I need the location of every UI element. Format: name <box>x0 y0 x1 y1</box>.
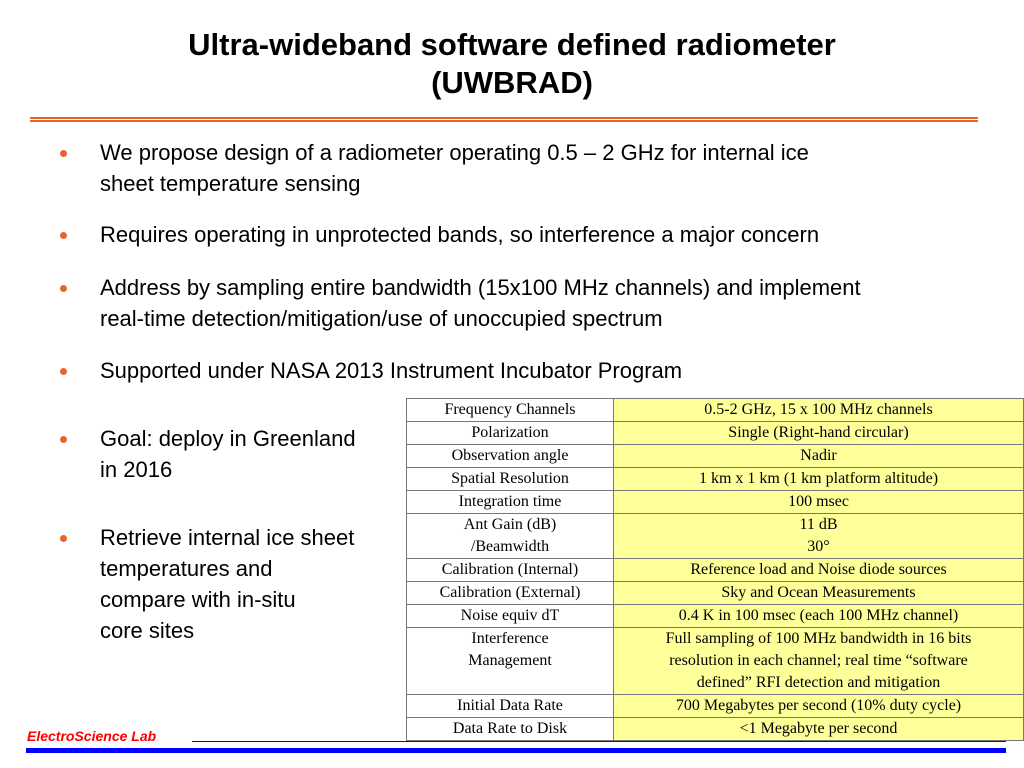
table-key-cell: Integration time <box>407 491 614 514</box>
table-row <box>407 445 1024 468</box>
table-value-cell <box>614 514 1024 559</box>
table-value-line: 11 dB <box>799 516 838 533</box>
table-value-cell: 0.4 K in 100 msec (each 100 MHz channel) <box>614 605 1024 628</box>
bullet-text: temperatures and <box>100 556 273 581</box>
table-row <box>407 718 1024 741</box>
table-row <box>407 468 1024 491</box>
bullet-text: core sites <box>100 618 195 643</box>
bullet-text: Goal: deploy in Greenland <box>100 426 356 451</box>
bullet-dot-icon <box>60 285 67 292</box>
table-value-cell: 700 Megabytes per second (10% duty cycle) <box>614 695 1024 718</box>
table-key-cell <box>407 628 614 695</box>
table-value-cell: 0.5-2 GHz, 15 x 100 MHz channels <box>614 399 1024 422</box>
title-divider <box>30 117 978 122</box>
bullet-dot-icon <box>60 436 67 443</box>
slide-title-line2: (UWBRAD) <box>431 65 593 100</box>
bullet-text: Address by sampling entire bandwidth (15x100 MHz channels) and implement <box>100 275 861 300</box>
table-key-cell: Spatial Resolution <box>407 468 614 491</box>
specs-table <box>406 398 1024 741</box>
table-key-line: Interference <box>471 630 549 647</box>
table-value-cell: 100 msec <box>614 491 1024 514</box>
bullet-dot-icon <box>60 232 67 239</box>
table-row <box>407 422 1024 445</box>
footer-rule <box>26 748 1006 753</box>
table-value-line: 30° <box>807 538 830 555</box>
table-key-cell: Observation angle <box>407 445 614 468</box>
table-key-cell: Calibration (External) <box>407 582 614 605</box>
table-key-cell: Noise equiv dT <box>407 605 614 628</box>
bullet-text: Retrieve internal ice sheet <box>100 525 355 550</box>
slide-title <box>0 26 1024 102</box>
slide-title-line1: Ultra-wideband software defined radiometer <box>188 27 836 62</box>
table-row <box>407 695 1024 718</box>
bullet-text: Requires operating in unprotected bands, so interference a major concern <box>100 222 820 247</box>
table-value-cell: Sky and Ocean Measurements <box>614 582 1024 605</box>
bullet-text: We propose design of a radiometer operating 0.5 – 2 GHz for internal ice <box>100 140 809 165</box>
bullet-text: in 2016 <box>100 457 173 482</box>
bullet-dot-icon <box>60 535 67 542</box>
table-key-cell: Frequency Channels <box>407 399 614 422</box>
table-value-cell: <1 Megabyte per second <box>614 718 1024 741</box>
table-row <box>407 605 1024 628</box>
table-key-cell: Calibration (Internal) <box>407 559 614 582</box>
table-row <box>407 559 1024 582</box>
table-key-cell: Polarization <box>407 422 614 445</box>
table-row <box>407 399 1024 422</box>
table-value-line: resolution in each channel; real time “software <box>669 652 968 669</box>
bullet-text: real-time detection/mitigation/use of unoccupied spectrum <box>100 306 663 331</box>
bullet-dot-icon <box>60 368 67 375</box>
table-value-cell: Reference load and Noise diode sources <box>614 559 1024 582</box>
bullet-text: compare with in-situ <box>100 587 296 612</box>
table-value-cell: Single (Right-hand circular) <box>614 422 1024 445</box>
table-key-line: Ant Gain (dB) <box>463 516 557 533</box>
table-row <box>407 582 1024 605</box>
table-value-cell: Nadir <box>614 445 1024 468</box>
table-value-cell: 1 km x 1 km (1 km platform altitude) <box>614 468 1024 491</box>
table-key-cell: Initial Data Rate <box>407 695 614 718</box>
table-row <box>407 514 1024 559</box>
table-key-cell <box>407 514 614 559</box>
bullet-text: sheet temperature sensing <box>100 171 361 196</box>
table-value-line: Full sampling of 100 MHz bandwidth in 16 bits <box>665 630 972 647</box>
table-key-line: /Beamwidth <box>470 538 550 555</box>
table-value-line: defined” RFI detection and mitigation <box>696 674 941 691</box>
table-key-line: Management <box>468 652 552 669</box>
table-row <box>407 491 1024 514</box>
table-key-cell: Data Rate to Disk <box>407 718 614 741</box>
table-row <box>407 628 1024 695</box>
table-value-cell <box>614 628 1024 695</box>
bullet-dot-icon <box>60 150 67 157</box>
bullet-text: Supported under NASA 2013 Instrument Incubator Program <box>100 358 683 383</box>
footer-rule-thin <box>192 741 1006 742</box>
footer-lab-name: ElectroScience Lab <box>27 728 157 744</box>
